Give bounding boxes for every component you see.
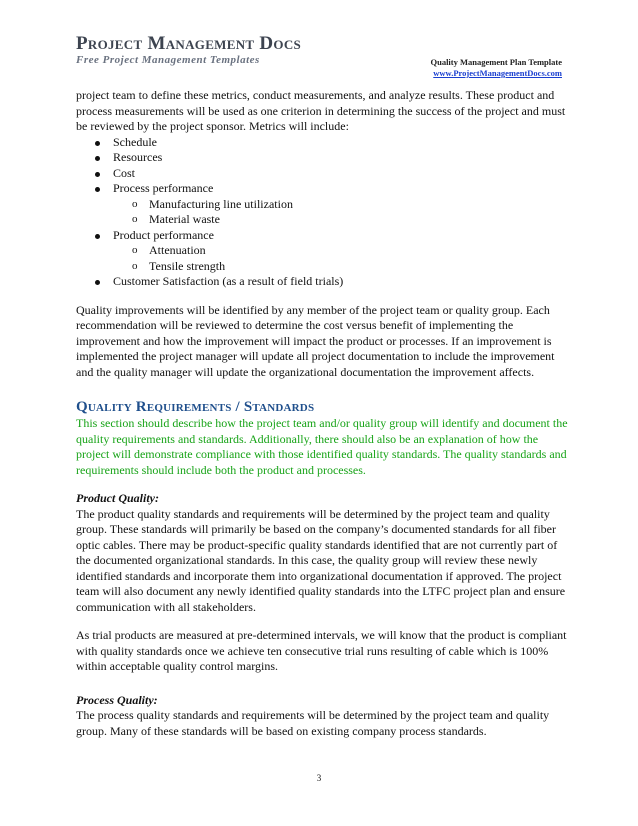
logo-tagline: Free Project Management Templates	[76, 54, 260, 66]
product-quality-heading: Product Quality:	[76, 491, 159, 505]
list-item: Cost	[94, 166, 571, 182]
logo-main-text: Project Management Docs	[76, 33, 302, 54]
sub-list-item: o Manufacturing line utilization	[132, 197, 571, 213]
paragraph-metrics: project team to define these metrics, conduct measurements, and analyze results. These product and process measurements will be used as one criterion in determining the success of the project and must be reviewed by the project sponsor. Metrics will include:	[76, 88, 566, 133]
list-item: Resources	[94, 150, 571, 166]
sub-list-item: o Material waste	[132, 212, 571, 228]
document-title: Quality Management Plan Template	[430, 57, 562, 67]
list-item: Schedule	[94, 135, 571, 151]
paragraph-improvements: Quality improvements will be identified by any member of the project team or quality group. Each recommendation will be reviewed to determine the cost versus benefit of implementing the improvement and how the improvement will impact the product or processes. If an improvement is implemented the project manager will update all project documentation to include the improvement and the quality manager will update the organizational documentation the improvement affects.	[76, 302, 555, 379]
sub-list	[113, 197, 571, 228]
website-link[interactable]: www.ProjectManagementDocs.com	[433, 68, 562, 78]
sub-list-item: o Tensile strength	[132, 259, 571, 275]
sub-list	[113, 243, 571, 274]
metrics-list	[76, 135, 571, 290]
list-item: Product performance o Attenuation o Tensile strength	[94, 228, 571, 275]
product-quality-paragraph-1: The product quality standards and requirements will be determined by the project team and quality group. These standards will primarily be based on the company’s documented standards for all fiber optic cables. There may be product-specific quality standards identified that are not currently part of the documented organizational standards. In this case, the quality group will review these newly identified standards and incorporate them into organizational documentation if approved. The project team will also document any newly identified quality standards into the LTFC project plan and ensure communication with all stakeholders.	[76, 506, 566, 614]
process-quality-paragraph: The process quality standards and requirements will be determined by the project team and quality group. Many of these standards will be based on existing company process standards.	[76, 708, 550, 738]
section-guidance-text: This section should describe how the project team and/or quality group will identify and document the quality requirements and standards. Additionally, there should also be an explanation of how the project will demonstrate compliance with those identified quality standards. The quality standards and requirements should include both the product and processes.	[76, 416, 568, 477]
product-quality-paragraph-2: As trial products are measured at pre-determined intervals, we will know that the product is compliant with quality standards once we achieve ten consecutive trial runs resulting of cable which is 100% within acceptable quality control margins.	[76, 628, 567, 673]
logo	[76, 34, 301, 66]
sub-list-item: o Attenuation	[132, 243, 571, 259]
list-item: Customer Satisfaction (as a result of field trials)	[94, 274, 571, 290]
process-quality-heading: Process Quality:	[76, 692, 158, 707]
section-heading: Quality Requirements / Standards	[76, 399, 315, 415]
page-content	[76, 88, 571, 739]
header-right	[430, 57, 562, 79]
page-number: 3	[316, 773, 322, 783]
list-item: Process performance o Manufacturing line utilization o Material waste	[94, 181, 571, 228]
